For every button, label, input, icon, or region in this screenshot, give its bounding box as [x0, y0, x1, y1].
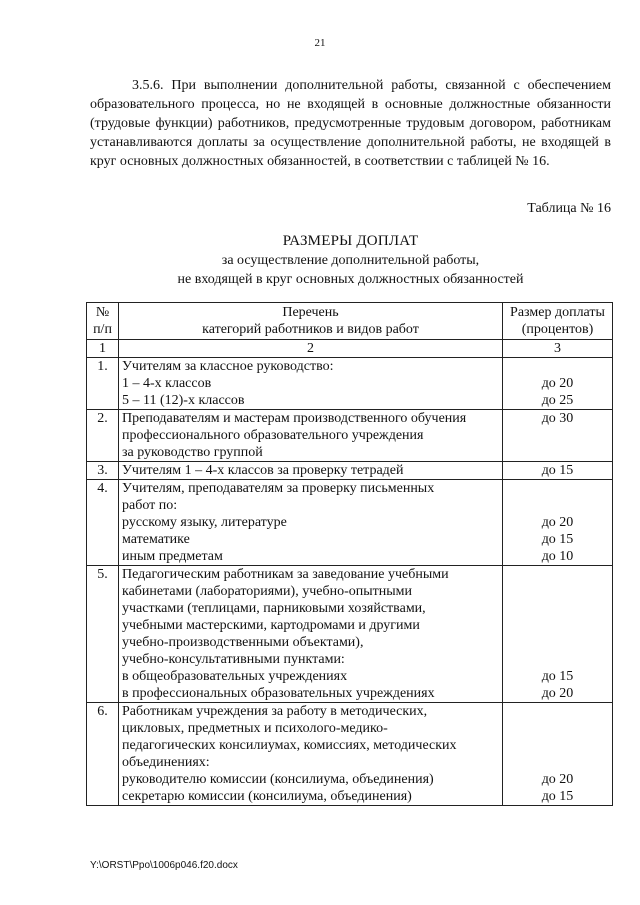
row-value-blank	[506, 497, 609, 514]
col-number-1: 1	[87, 340, 119, 358]
row-value	[503, 462, 613, 480]
row-value	[503, 566, 613, 703]
row-description-line: в общеобразовательных учреждениях	[122, 669, 348, 684]
row-value-blank	[506, 444, 609, 461]
row-description-line: Работникам учреждения за работу в методических,	[122, 704, 428, 719]
row-description	[119, 703, 503, 806]
row-value-blank	[506, 617, 609, 634]
title-sub-2: не входящей в круг основных должностных обязанностей	[177, 272, 524, 287]
row-description-line: Учителям, преподавателям за проверку письменных	[122, 481, 435, 496]
header-size-line-2: (процентов)	[521, 322, 594, 337]
row-value-line: до 20	[541, 376, 574, 391]
paragraph-3-5-6	[90, 76, 611, 171]
col-number-3: 3	[503, 340, 613, 358]
table-row	[87, 358, 613, 410]
footer-file-path: Y:\ORST\Ppo\1006p046.f20.docx	[90, 860, 238, 871]
row-number: 1.	[87, 358, 119, 410]
row-value-line: до 25	[541, 393, 574, 408]
row-value-line: до 15	[541, 532, 574, 547]
row-description-line: Педагогическим работникам за заведование учебными	[122, 567, 449, 582]
row-value-line: до 20	[541, 686, 574, 701]
header-list	[119, 303, 503, 340]
row-value	[503, 410, 613, 462]
row-value-line: до 15	[541, 463, 574, 478]
row-description-line: кабинетами (лабораториями), учебно-опытными	[122, 584, 412, 599]
row-description-line: профессионального образовательного учреждения	[122, 428, 424, 443]
row-value-line: до 20	[541, 515, 574, 530]
row-description	[119, 462, 503, 480]
row-value-blank	[506, 480, 609, 497]
row-description-line: математике	[122, 532, 190, 547]
row-value-blank	[506, 651, 609, 668]
payments-table	[86, 302, 613, 806]
row-description-line: секретарю комиссии (консилиума, объединения)	[122, 789, 412, 804]
row-description-line: Учителям 1 – 4-х классов за проверку тетрадей	[122, 463, 404, 478]
table-header-row	[87, 303, 613, 340]
row-description	[119, 358, 503, 410]
row-description-line: Учителям за классное руководство:	[122, 359, 334, 374]
row-value-line: до 30	[541, 411, 574, 426]
row-description-line: педагогических консилиумах, комиссиях, методических	[122, 738, 457, 753]
row-number: 3.	[87, 462, 119, 480]
row-value-blank	[506, 754, 609, 771]
row-description-line: 5 – 11 (12)-х классов	[122, 393, 245, 408]
row-description-line: учебно-производственными объектами),	[122, 635, 364, 650]
row-value-blank	[506, 583, 609, 600]
row-description-line: русскому языку, литературе	[122, 515, 287, 530]
header-size-line-1: Размер доплаты	[510, 305, 605, 320]
row-description-line: иным предметам	[122, 549, 223, 564]
table-row	[87, 566, 613, 703]
table-title	[90, 232, 611, 289]
row-description-line: учебно-консультативными пунктами:	[122, 652, 345, 667]
row-description-line: объединениях:	[122, 755, 210, 770]
row-value-blank	[506, 427, 609, 444]
row-value-line: до 15	[541, 789, 574, 804]
row-description	[119, 566, 503, 703]
row-description-line: Преподавателям и мастерам производственного обучения	[122, 411, 467, 426]
row-value-blank	[506, 600, 609, 617]
row-description-line: работ по:	[122, 498, 178, 513]
row-description-line: цикловых, предметных и психолого-медико-	[122, 721, 388, 736]
row-description	[119, 410, 503, 462]
col-number-2: 2	[119, 340, 503, 358]
row-description-line: 1 – 4-х классов	[122, 376, 212, 391]
row-value-line: до 20	[541, 772, 574, 787]
row-description-line: руководителю комиссии (консилиума, объединения)	[122, 772, 434, 787]
table-row	[87, 480, 613, 566]
page-number: 21	[314, 37, 326, 49]
row-value-line: до 10	[541, 549, 574, 564]
header-list-line-2: категорий работников и видов работ	[202, 322, 419, 337]
row-value-blank	[506, 703, 609, 720]
row-value-blank	[506, 566, 609, 583]
row-value	[503, 703, 613, 806]
row-description-line: в профессиональных образовательных учреждениях	[122, 686, 435, 701]
row-number: 5.	[87, 566, 119, 703]
table-row	[87, 703, 613, 806]
row-value	[503, 480, 613, 566]
header-size	[503, 303, 613, 340]
row-value-blank	[506, 358, 609, 375]
header-num-line-1: №	[95, 305, 110, 320]
row-value-blank	[506, 720, 609, 737]
row-description	[119, 480, 503, 566]
table-caption: Таблица № 16	[527, 201, 611, 216]
row-description-line: за руководство группой	[122, 445, 263, 460]
row-value-line: до 15	[541, 669, 574, 684]
title-main: РАЗМЕРЫ ДОПЛАТ	[282, 233, 419, 249]
row-value	[503, 358, 613, 410]
header-num	[87, 303, 119, 340]
row-description-line: участками (теплицами, парниковыми хозяйствами,	[122, 601, 426, 616]
header-list-line-1: Перечень	[282, 305, 339, 320]
title-sub-1: за осуществление дополнительной работы,	[221, 253, 480, 268]
row-number: 4.	[87, 480, 119, 566]
table-row	[87, 410, 613, 462]
header-num-line-2: п/п	[93, 322, 112, 337]
paragraph-number: 3.5.6.	[132, 78, 164, 93]
row-number: 2.	[87, 410, 119, 462]
row-number: 6.	[87, 703, 119, 806]
column-numbers-row	[87, 340, 613, 358]
row-value-blank	[506, 634, 609, 651]
table-row	[87, 462, 613, 480]
row-value-blank	[506, 737, 609, 754]
row-description-line: учебными мастерскими, картодромами и другими	[122, 618, 420, 633]
paragraph-text: При выполнении дополнительной работы, связанной с обеспечением образовательного процесса, но не входящей в основные должностные обязанности (трудовые функции) работников, предусмотренные трудовым договором, работникам устанавливаются доплаты за осуществление дополнительной работы, не входящей в круг основных должностных обязанностей, в соответствии с таблицей № 16.	[90, 78, 611, 169]
